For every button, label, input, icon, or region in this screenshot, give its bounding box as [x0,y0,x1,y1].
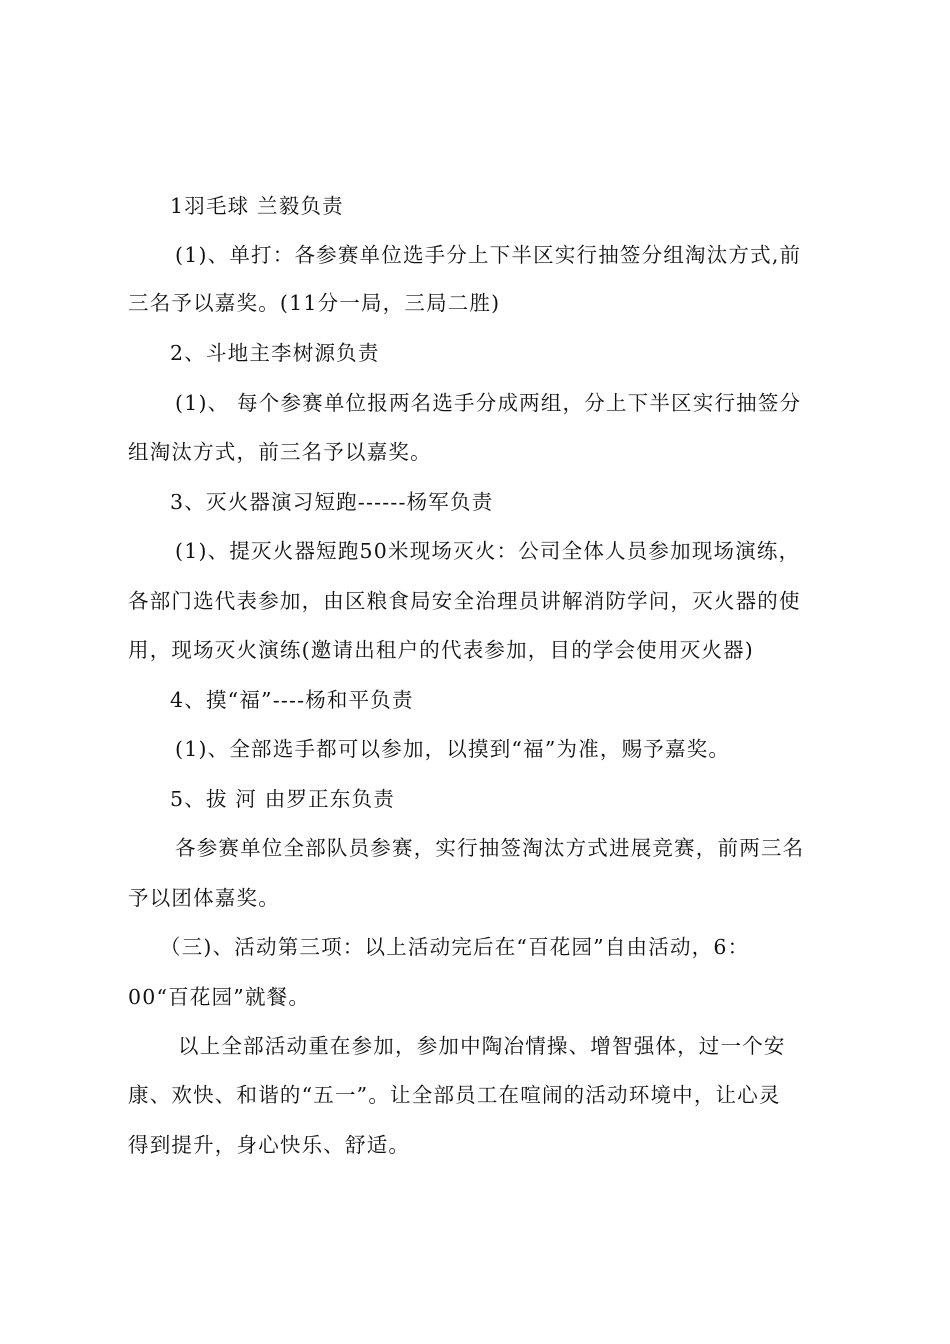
paragraph-line: 各部门选代表参加，由区粮食局安全治理员讲解消防学问，灭火器的使 [128,589,801,613]
paragraph-line: 组淘汰方式，前三名予以嘉奖。 [128,440,432,464]
paragraph-line: 用，现场灭火演练(邀请出租户的代表参加，目的学会使用灭火器) [128,638,754,662]
paragraph-line: (1)、单打：各参赛单位选手分上下半区实行抽签分组淘汰方式,前 [175,243,802,267]
section-heading-doudizhu: 2、斗地主李树源负责 [170,341,380,365]
paragraph-line: 康、欢快、和谐的“五一”。让全部员工在喧闹的活动环境中，让心灵 [128,1083,781,1107]
paragraph-line: 得到提升，身心快乐、舒适。 [128,1133,411,1157]
paragraph-line: (1)、 每个参赛单位报两名选手分成两组，分上下半区实行抽签分 [175,391,802,415]
section-heading-fu: 4、摸“福”----杨和平负责 [170,688,414,712]
section-heading-badminton: 1羽毛球 兰毅负责 [170,194,344,218]
paragraph-line: 予以团体嘉奖。 [128,886,280,910]
paragraph-line: 00“百花园”就餐。 [128,985,311,1009]
section-heading-extinguisher: 3、灭火器演习短跑------杨军负责 [170,490,494,514]
paragraph-line: 各参赛单位全部队员参赛，实行抽签淘汰方式进展竞赛，前两三名 [175,836,805,860]
paragraph-line: (1)、全部选手都可以参加，以摸到“福”为准，赐予嘉奖。 [175,737,731,761]
paragraph-line: 以上全部活动重在参加，参加中陶冶情操、增智强体，过一个安 [178,1034,786,1058]
paragraph-line: （三)、活动第三项：以上活动完后在“百花园”自由活动，6： [160,935,750,959]
section-heading-tug-of-war: 5、拔 河 由罗正东负责 [170,787,395,811]
paragraph-line: 三名予以嘉奖。(11分一局，三局二胜) [128,291,501,315]
paragraph-line: (1)、提灭火器短跑50米现场灭火：公司全体人员参加现场演练， [175,539,801,563]
